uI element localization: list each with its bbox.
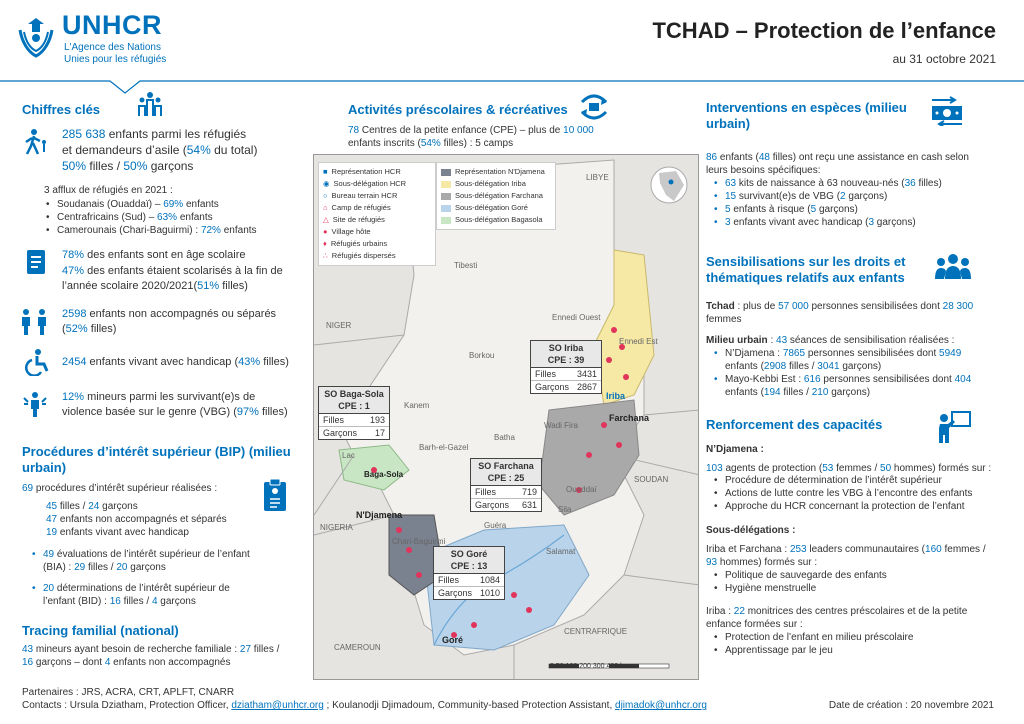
renfo-item: • Actions de lutte contre les VBG à l’encontre des enfants bbox=[712, 487, 997, 500]
page-title: TCHAD – Protection de l’enfance bbox=[652, 18, 996, 43]
bip-item: • 49 évaluations de l’intérêt supérieur de l’enfant (BIA) : 29 filles / 20 garçons bbox=[30, 548, 300, 574]
map-label: NIGER bbox=[326, 321, 352, 330]
map-label: SOUDAN bbox=[634, 475, 669, 484]
prescolaire-title: Activités préscolaires & récréatives bbox=[348, 102, 568, 117]
map-label: CAMEROUN bbox=[334, 643, 381, 652]
chiffres-cles-section bbox=[22, 102, 100, 118]
bip-list bbox=[30, 548, 300, 608]
unhcr-logo bbox=[14, 10, 214, 70]
tracing-title: Tracing familial (national) bbox=[22, 623, 179, 638]
cash-item: • 63 kits de naissance à 63 nouveau-nés (36 filles) bbox=[712, 177, 997, 190]
community-group-icon bbox=[934, 252, 972, 280]
cash-item: • 5 enfants à risque (5 garçons) bbox=[712, 203, 997, 216]
sensib-item: • N’Djamena : 7865 personnes sensibilisées dont 5949 enfants (2908 filles / 3041 garçons) bbox=[712, 347, 997, 373]
recreation-icon bbox=[578, 92, 610, 122]
map-label: Ennedi Ouest bbox=[552, 313, 601, 322]
sensib-section bbox=[706, 254, 926, 286]
bip-count: 69 procédures d’intérêt supérieur réalisées : bbox=[22, 483, 218, 494]
map-label: NIGERIA bbox=[320, 523, 353, 532]
gbv-survivor-icon bbox=[20, 390, 50, 418]
walking-refugee-icon bbox=[22, 128, 50, 156]
map-label: Chari-Baguirmi bbox=[392, 537, 446, 546]
unhcr-emblem-icon bbox=[14, 12, 58, 60]
disability-stat: 2454 enfants vivant avec handicap (43% filles) bbox=[62, 356, 289, 368]
renfo-sod-text: Iriba et Farchana : 253 leaders communautaires (160 femmes / 93 hommes) formés sur : bbox=[706, 544, 986, 568]
family-icon bbox=[135, 90, 165, 118]
sensib-tchad: Tchad : plus de 57 000 personnes sensibilisées dont 28 300 femmes bbox=[706, 301, 974, 325]
map-label: Ouaddaï bbox=[566, 485, 597, 494]
renfo-item: • Politique de sauvegarde des enfants bbox=[712, 569, 997, 582]
cash-section bbox=[706, 100, 931, 132]
cash-intro: 86 enfants (48 filles) ont reçu une assistance en cash selon leurs besoins spécifiques: bbox=[706, 152, 969, 176]
school-stat: 78% des enfants sont en âge scolaire 47% des enfants étaient scolarisés à la fin de l’année scolaire 2020/2021(51% filles) bbox=[62, 249, 283, 292]
bip-breakdown: 45 filles / 24 garçons 47 enfants non accompagnés et séparés 19 enfants vivant avec handicap bbox=[46, 501, 227, 538]
renfo-ndjamena-list bbox=[712, 474, 997, 513]
map-label: Ennedi Est bbox=[619, 337, 658, 346]
page-date: au 31 octobre 2021 bbox=[892, 52, 996, 66]
wheelchair-icon bbox=[22, 348, 50, 376]
renfo-ndjamena-text: 103 agents de protection (53 femmes / 50 hommes) formés sur : bbox=[706, 463, 992, 474]
sensib-title: Sensibilisations sur les droits et thématiques relatifs aux enfants bbox=[706, 254, 906, 285]
cash-transfer-icon bbox=[930, 96, 964, 126]
sensib-item: • Mayo-Kebbi Est : 616 personnes sensibilisées dont 404 enfants (194 filles / 210 garçons) bbox=[712, 373, 997, 399]
tracing-section bbox=[22, 623, 179, 639]
renfo-item: • Protection de l’enfant en milieu préscolaire bbox=[712, 631, 997, 644]
map-legend-symbols: ■ Représentation HCR ◉ Sous-délégation HCR ○ Bureau terrain HCR ⌂ Camp de réfugiés △ Site de réfugiés ● Village hôte ♦ Réfugiés urbains ∴ Réfugiés dispersés bbox=[318, 162, 436, 266]
map-label-iriba: Iriba bbox=[606, 391, 626, 401]
creation-date: Date de création : 20 novembre 2021 bbox=[828, 700, 994, 711]
map-label-gore: Goré bbox=[442, 635, 464, 645]
renfo-item: • Apprentissage par le jeu bbox=[712, 644, 997, 657]
chiffres-cles-title: Chiffres clés bbox=[22, 102, 101, 117]
map-label: Lac bbox=[342, 451, 355, 460]
bip-item: • 20 déterminations de l’intérêt supérieur de l’enfant (BID) : 16 filles / 4 garçons bbox=[30, 582, 300, 608]
separated-children-icon bbox=[18, 308, 50, 336]
renfo-item: • Approche du HCR concernant la protection de l’enfant bbox=[712, 500, 997, 513]
afflux-item: • Camerounais (Chari-Baguirmi) : 72% enfants bbox=[44, 224, 304, 237]
email-link-dziatham[interactable]: dziatham@unhcr.org bbox=[231, 700, 324, 711]
map-label: Salamat bbox=[546, 547, 576, 556]
map-label: Guéra bbox=[484, 521, 507, 530]
renfo-iriba-list bbox=[712, 631, 997, 657]
training-board-icon bbox=[936, 410, 972, 444]
prescolaire-text: 78 Centres de la petite enfance (CPE) – plus de 10 000 enfants inscrits (54% filles) : 5 camps bbox=[348, 125, 594, 149]
sensib-urbain: Milieu urbain : 43 séances de sensibilisation réalisées : bbox=[706, 335, 955, 346]
so-bagasola-box: SO Baga-Sola CPE : 1 Filles 193 Garçons 17 bbox=[318, 386, 390, 440]
map-label: Wadi Fira bbox=[544, 421, 578, 430]
cash-list bbox=[712, 177, 997, 229]
refugee-children-stat: 285 638 enfants parmi les réfugiés et demandeurs d’asile (54% du total) 50% filles / 50% garçons bbox=[62, 127, 258, 173]
renfo-iriba-text: Iriba : 22 monitrices des centres préscolaires et de la petite enfance formées sur : bbox=[706, 606, 968, 630]
so-iriba-box: SO Iriba CPE : 39 Filles 3431 Garçons 2867 bbox=[530, 340, 602, 394]
unaccompanied-stat: 2598 enfants non accompagnés ou séparés (52% filles) bbox=[62, 308, 277, 335]
map-label: CENTRAFRIQUE bbox=[564, 627, 628, 636]
school-book-icon bbox=[24, 248, 48, 276]
logo-subtitle: L'Agence des Nations Unies pour les réfugiés bbox=[64, 42, 167, 65]
bip-title: Procédures d’intérêt supérieur (BIP) (milieu urbain) bbox=[22, 444, 291, 475]
gbv-stat: 12% mineurs parmi les survivant(e)s de violence basée sur le genre (VBG) (97% filles) bbox=[62, 391, 288, 418]
map-label: Batha bbox=[494, 433, 515, 442]
renfo-sod-list bbox=[712, 569, 997, 595]
sensib-list bbox=[712, 347, 997, 399]
map-label-ndjamena: N'Djamena bbox=[356, 510, 403, 520]
prescolaire-section bbox=[348, 102, 568, 118]
renfo-section bbox=[706, 417, 882, 433]
renfo-sod-label: Sous-délégations : bbox=[706, 525, 796, 536]
map-label: Kanem bbox=[404, 401, 430, 410]
bip-section bbox=[22, 444, 307, 476]
map-label: LIBYE bbox=[586, 173, 609, 182]
renfo-item: • Hygiène menstruelle bbox=[712, 582, 997, 595]
renfo-title: Renforcement des capacités bbox=[706, 417, 883, 432]
cash-item: • 15 survivant(e)s de VBG (2 garçons) bbox=[712, 190, 997, 203]
map-label: Tibesti bbox=[454, 261, 478, 270]
renfo-item: • Procédure de détermination de l’intérêt supérieur bbox=[712, 474, 997, 487]
map-scale: 0 50 100 200 300 400 km bbox=[550, 663, 630, 670]
afflux-block: 3 afflux de réfugiés en 2021 : • Soudanais (Ouaddaï) – 69% enfants • Centrafricains (Sud) – 63% enfants • Camerounais (Chari-Baguirmi) : 72% enfants bbox=[44, 184, 304, 237]
footer bbox=[22, 686, 707, 712]
so-gore-box: SO Goré CPE : 13 Filles 1084 Garçons 1010 bbox=[433, 546, 505, 600]
afflux-item: • Soudanais (Ouaddaï) – 69% enfants bbox=[44, 198, 304, 211]
clipboard-icon bbox=[262, 478, 288, 512]
afflux-item: • Centrafricains (Sud) – 63% enfants bbox=[44, 211, 304, 224]
tracing-text: 43 mineurs ayant besoin de recherche familiale : 27 filles / 16 garçons – dont 4 enfants non accompagnés bbox=[22, 644, 280, 668]
footer-contacts: Contacts : Ursula Dziatham, Protection Officer, dziatham@unhcr.org ; Koulanodji Djimadoum, Community-based Protection Assistant, djimadok@unhcr.org bbox=[22, 700, 707, 711]
map-label-bagasola: Baga-Sola bbox=[364, 470, 404, 479]
renfo-ndjamena-label: N’Djamena : bbox=[706, 444, 764, 455]
map-legend-areas: Représentation N'Djamena Sous-délégation Iriba Sous-délégation Farchana Sous-délégation Goré Sous-délégation Bagasola bbox=[436, 162, 556, 230]
map-label: Borkou bbox=[469, 351, 495, 360]
map-label: Sila bbox=[558, 505, 572, 514]
map-label: Barh-el-Gazel bbox=[419, 443, 469, 452]
so-farchana-box: SO Farchana CPE : 25 Filles 719 Garçons 631 bbox=[470, 458, 542, 512]
logo-wordmark: UNHCR bbox=[62, 10, 162, 40]
email-link-djimadok[interactable]: djimadok@unhcr.org bbox=[615, 700, 707, 711]
cash-item: • 3 enfants vivant avec handicap (3 garçons) bbox=[712, 216, 997, 229]
map-label-farchana: Farchana bbox=[609, 413, 650, 423]
cash-title: Interventions en espèces (milieu urbain) bbox=[706, 100, 907, 131]
footer-partners: Partenaires : JRS, ACRA, CRT, APLFT, CNARR bbox=[22, 687, 235, 698]
